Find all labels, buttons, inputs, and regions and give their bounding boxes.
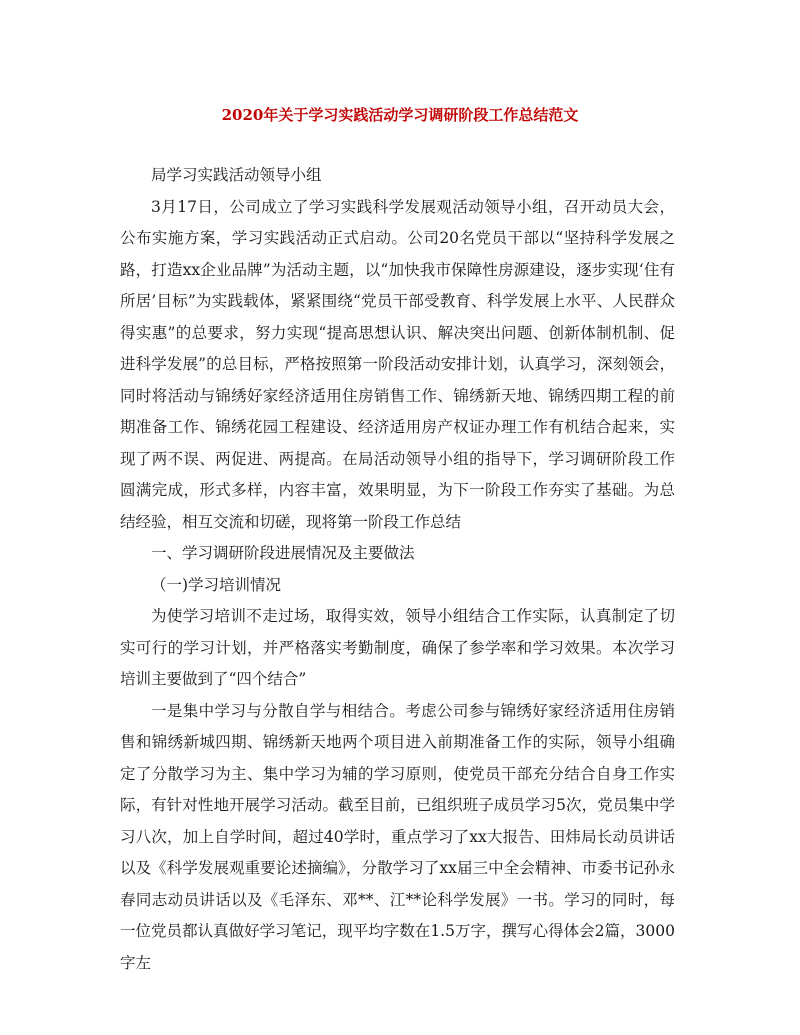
subsection-heading: （一)学习培训情况: [151, 575, 282, 594]
combination-paragraph: 一是集中学习与分散自学与相结合。考虑公司参与锦绣好家经济适用住房销售和锦绣新城四期、锦绣新天地两个项目进入前期准备工作的实际，领导小组确定了分散学习为主、集中学习为辅的学习原则，使党员干部充分结合自身工作实际，有针对性地开展学习活动。截至目前，已组织班子成员学习5次，党员集中学习八次，加上自学时间，超过40学时，重点学习了xx大报告、田炜局长动员讲话以及《科学发展观重要论述摘编》，分散学习了xx届三中全会精神、市委书记孙永春同志动员讲话以及《毛泽东、邓**、江**论科学发展》一书。学习的同时，每一位党员都认真做好学习笔记，现平均字数在1.5万字，撰写心得体会2篇，3000字左: [120, 701, 675, 972]
section-heading: 一、学习调研阶段进展情况及主要做法: [151, 544, 415, 562]
document-body: [120, 160, 675, 979]
document-title: 2020年关于学习实践活动学习调研阶段工作总结范文: [221, 106, 579, 124]
addressee-line: 局学习实践活动领导小组: [151, 166, 322, 184]
intro-paragraph: 3月17日，公司成立了学习实践科学发展观活动领导小组，召开动员大会，公布实施方案，学习实践活动正式启动。公司20名党员干部以“坚持科学发展之路，打造xx企业品牌”为活动主题，以“加快我市保障性房源建设，逐步实现‘住有所居’目标”为实践载体，紧紧围绕“党员干部受教育、科学发展上水平、人民群众得实惠”的总要求，努力实现“提高思想认识、解决突出问题、创新体制机制、促进科学发展”的总目标，严格按照第一阶段活动安排计划，认真学习，深刻领会，同时将活动与锦绣好家经济适用住房销售工作、锦绣新天地、锦绣四期工程的前期准备工作、锦绣花园工程建设、经济适用房产权证办理工作有机结合起来，实现了两不误、两促进、两提高。在局活动领导小组的指导下，学习调研阶段工作圆满完成，形式多样，内容丰富，效果明显，为下一阶段工作夯实了基础。为总结经验，相互交流和切磋，现将第一阶段工作总结: [120, 197, 675, 531]
training-paragraph: 为使学习培训不走过场，取得实效，领导小组结合工作实际，认真制定了切实可行的学习计划，并严格落实考勤制度，确保了参学率和学习效果。本次学习培训主要做到了“四个结合”: [120, 607, 675, 688]
